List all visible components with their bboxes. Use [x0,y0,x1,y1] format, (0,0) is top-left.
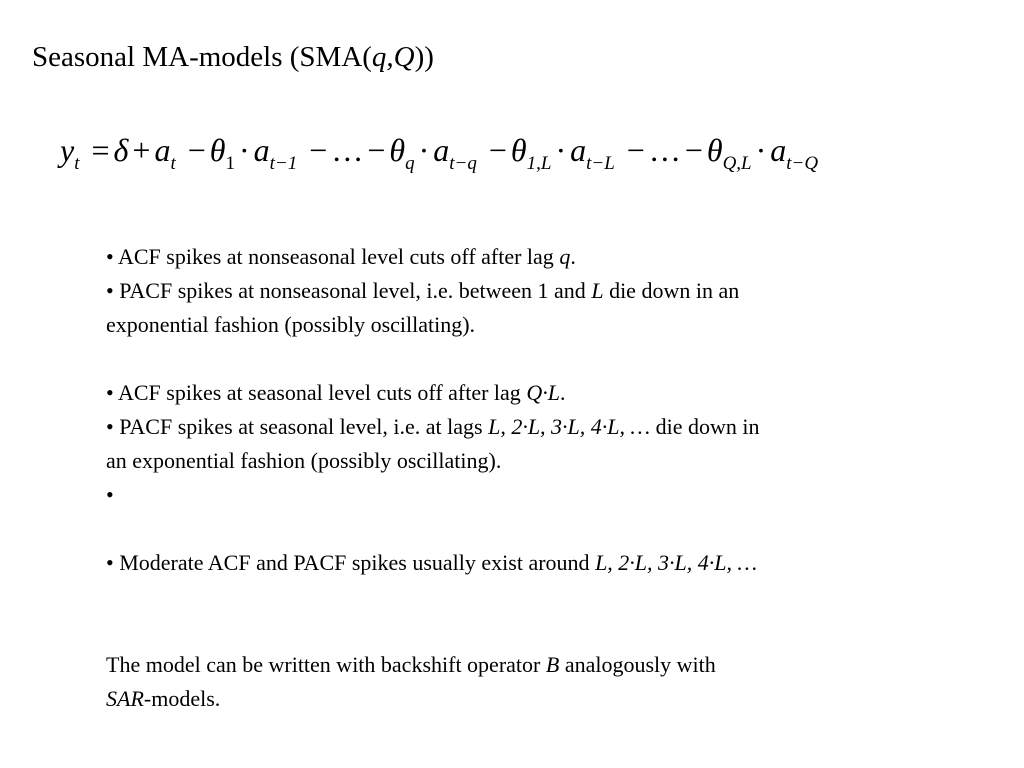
bullet-var: Q·L [526,380,560,405]
eq-dot-3: · [555,132,567,168]
eq-theta-q-sub: q [405,153,415,174]
bullet-text: • ACF spikes at nonseasonal level cuts off after lag [106,244,560,269]
eq-minus-6: − [684,132,703,168]
note-line-1 [106,648,986,682]
eq-ellipsis-1: … [331,132,364,168]
eq-equals: = [91,132,110,168]
eq-y: y [60,132,75,168]
eq-ellipsis-2: … [648,132,681,168]
eq-dot-1: · [239,132,250,168]
backshift-note [106,648,986,716]
eq-a4-sub: t−L [586,153,615,174]
eq-a3-sub: t−q [449,153,477,174]
bullet-text: • PACF spikes at seasonal level, i.e. at lags [106,414,489,439]
eq-a5: a [770,132,787,168]
bullet-list [106,240,986,580]
eq-a1-sub: t [170,153,176,174]
eq-a5-sub: t−Q [786,153,819,174]
bullet-pacf-nonseasonal [106,274,986,308]
eq-a1: a [154,132,171,168]
eq-a2-sub: t−1 [269,153,298,174]
bullet-text: • ACF spikes at seasonal level cuts off after lag [106,380,527,405]
bullet-empty: • [106,482,114,507]
eq-theta-1L: θ [510,132,527,168]
eq-minus-1: − [187,132,206,168]
bullet-acf-seasonal [106,376,986,410]
bullet-pacf-seasonal-cont: an exponential fashion (possibly oscillating). [106,448,502,473]
title-var-q: q [371,41,387,73]
bullet-end: . [570,244,576,269]
eq-theta-1-sub: 1 [225,153,235,174]
sma-equation [60,128,818,172]
eq-theta-QL: θ [706,132,723,168]
title-var-Q: Q [393,41,415,73]
slide-title [32,38,434,76]
eq-minus-2: − [309,132,328,168]
eq-plus: + [132,132,151,168]
eq-theta-QL-sub: Q,L [722,153,752,174]
eq-y-sub: t [74,153,80,174]
eq-a3: a [433,132,450,168]
eq-theta-q: θ [389,132,406,168]
note-end: analogously with [559,652,716,677]
eq-minus-4: − [488,132,507,168]
bullet-var: q [559,244,571,269]
bullet-pacf-nonseasonal-cont: exponential fashion (possibly oscillating). [106,312,476,337]
eq-theta-1: θ [209,132,226,168]
eq-minus-3: − [367,132,386,168]
bullet-moderate-spikes [106,546,986,580]
bullet-text: • Moderate ACF and PACF spikes usually exist around [106,550,596,575]
bullet-lags: L, 2·L, 3·L, 4·L, … [488,414,651,439]
bullet-end: die down in [650,414,760,439]
note-line-2 [106,682,986,716]
bullet-var: L [591,278,604,303]
bullet-text: • PACF spikes at nonseasonal level, i.e. between 1 and [106,278,592,303]
eq-a4: a [570,132,587,168]
eq-dot-4: · [755,132,767,168]
spacer [106,342,986,376]
eq-minus-5: − [626,132,645,168]
eq-theta-1L-sub: 1,L [526,153,552,174]
bullet-pacf-seasonal [106,410,986,444]
title-comma: , [386,41,394,73]
note-var-B: B [545,652,560,677]
bullet-end: die down in an [603,278,740,303]
spacer [106,512,986,546]
title-suffix: )) [414,41,434,73]
bullet-acf-nonseasonal [106,240,986,274]
bullet-end: . [559,380,566,405]
note-var-SAR: SAR [106,686,144,711]
eq-dot-2: · [418,132,430,168]
eq-delta: δ [113,132,129,168]
note-text: The model can be written with backshift operator [106,652,546,677]
eq-a2: a [253,132,270,168]
title-prefix: Seasonal MA-models (SMA( [32,41,372,73]
bullet-lags: L, 2·L, 3·L, 4·L, … [595,550,758,575]
note-end: -models. [143,686,221,711]
